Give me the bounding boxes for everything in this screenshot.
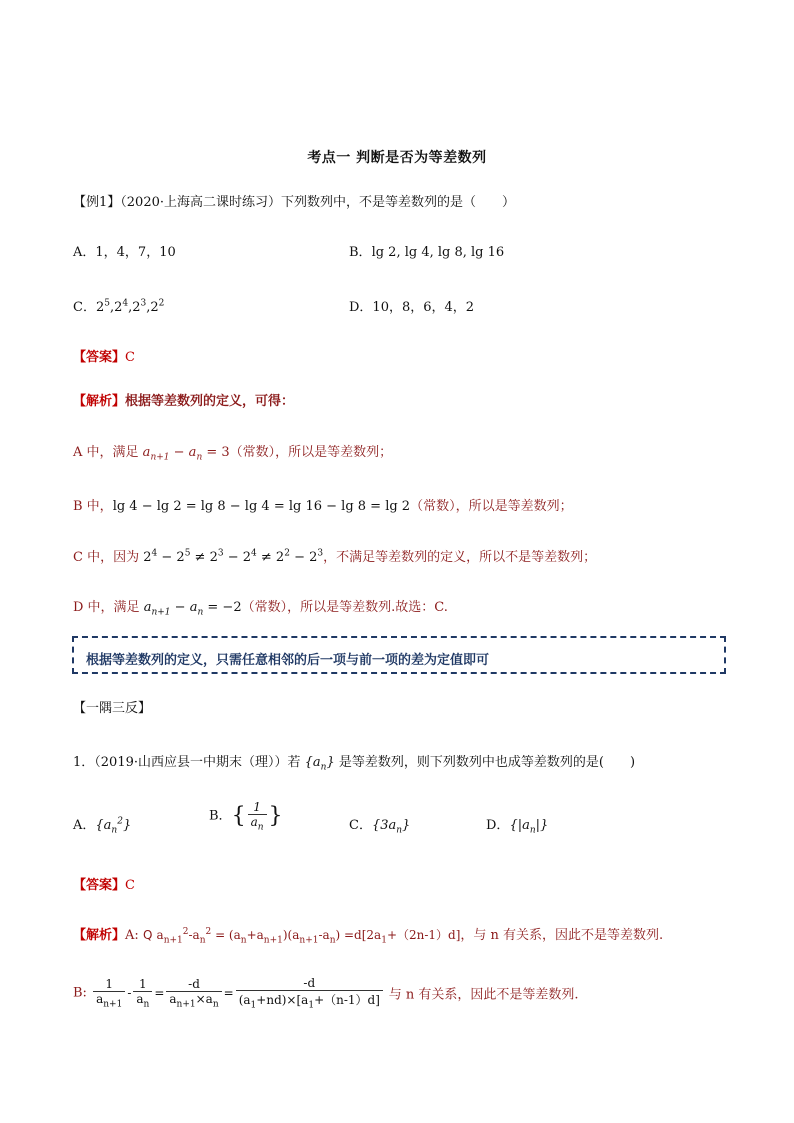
analysis-1-line-b: B 中，lg 4 − lg 2 = lg 8 − lg 4 = lg 16 − lg 8 = lg 2（常数），所以是等差数列； [73,499,573,514]
option-c-math: $2^5,2^4,2^3,2^2$ [95,298,165,315]
analysis-1-intro: 【解析】根据等差数列的定义，可得： [73,394,295,409]
sequence-an: $\{a_n\}$ [304,755,335,773]
option-a: A．1，4，7，10 [73,245,176,260]
option-b: B．lg 2, lg 4, lg 8, lg 16 [349,245,505,260]
practice-header: 【一隅三反】 [73,701,152,716]
option-d: D．10，8，6，4，2 [349,300,475,315]
question-1-option-c: C．$\{3a_n\}$ [349,818,411,836]
analysis-2-line-b: B: $\frac{1}{a_{n+1}}$ - $\frac{1}{a_n}$ = $\frac{-d}{a_{n+1}\times a_n}$ = $\frac{-d}{(a_1+nd)\times[a_1+(n-1)d]}$ 与 n 有关系，因此不是等差数列. [73,976,579,1011]
formula-d: $a_{n+1} - a_n$ [143,600,204,618]
answer-2: 【答案】C [73,878,135,893]
question-1-option-a: A．$\{a_n^2\}$ [73,816,132,836]
question-1-option-b: B．{ $\frac{1}{a_n}$ } [209,800,283,833]
formula-a: $a_{n+1} - a_n$ [142,445,203,463]
analysis-1-line-c: C 中，因为 $2^4 - 2^5 \ne 2^3 - 2^4 \ne 2^2 - 2^3$，不满足等差数列的定义，所以不是等差数列； [73,548,597,565]
formula-analysis2-a: $a_{n+1}^2-a_n^2 = (a_n+a_{n+1})(a_{n+1}-a_n) =d[2a_1+(2n-1)d]$ [156,927,461,946]
question-1-stem: 1．（2019·山西应县一中期末（理））若 $\{a_n\}$ 是等差数列，则下列数列中也成等差数列的是( ) [73,755,636,773]
page-title: 考点一 判断是否为等差数列 [307,150,487,166]
option-c: C．$2^5,2^4,2^3,2^2$ [73,298,165,315]
tip-box [72,636,726,674]
analysis-1-line-d: D 中，满足 $a_{n+1} - a_n = -2$（常数），所以是等差数列.故选：C. [73,600,448,618]
formula-analysis2-b: $\frac{1}{a_{n+1}}$ - $\frac{1}{a_n}$ = $\frac{-d}{a_{n+1}\times a_n}$ = $\frac{-d}{(a_1+nd)\times[a_1+(n-1)d]}$ [91,986,389,1000]
analysis-1-line-a: A 中，满足 $a_{n+1} - a_n = 3$（常数），所以是等差数列； [73,445,393,463]
formula-c: $2^4 - 2^5 \ne 2^3 - 2^4 \ne 2^2 - 2^3$ [143,548,324,565]
example-header: 【例1】（2020·上海高二课时练习）下列数列中，不是等差数列的是（ ） [73,195,515,210]
question-1-option-d: D．$\{|a_n|\}$ [486,818,549,836]
analysis-2-line-a: 【解析】A: Q $a_{n+1}^2-a_n^2 = (a_n+a_{n+1})(a_{n+1}-a_n) =d[2a_1+(2n-1)d]$，与 n 有关系，因此不是等差数列. [73,927,664,946]
tip-text: 根据等差数列的定义，只需任意相邻的后一项与前一项的差为定值即可 [86,653,490,668]
answer-1: 【答案】C [73,350,135,365]
